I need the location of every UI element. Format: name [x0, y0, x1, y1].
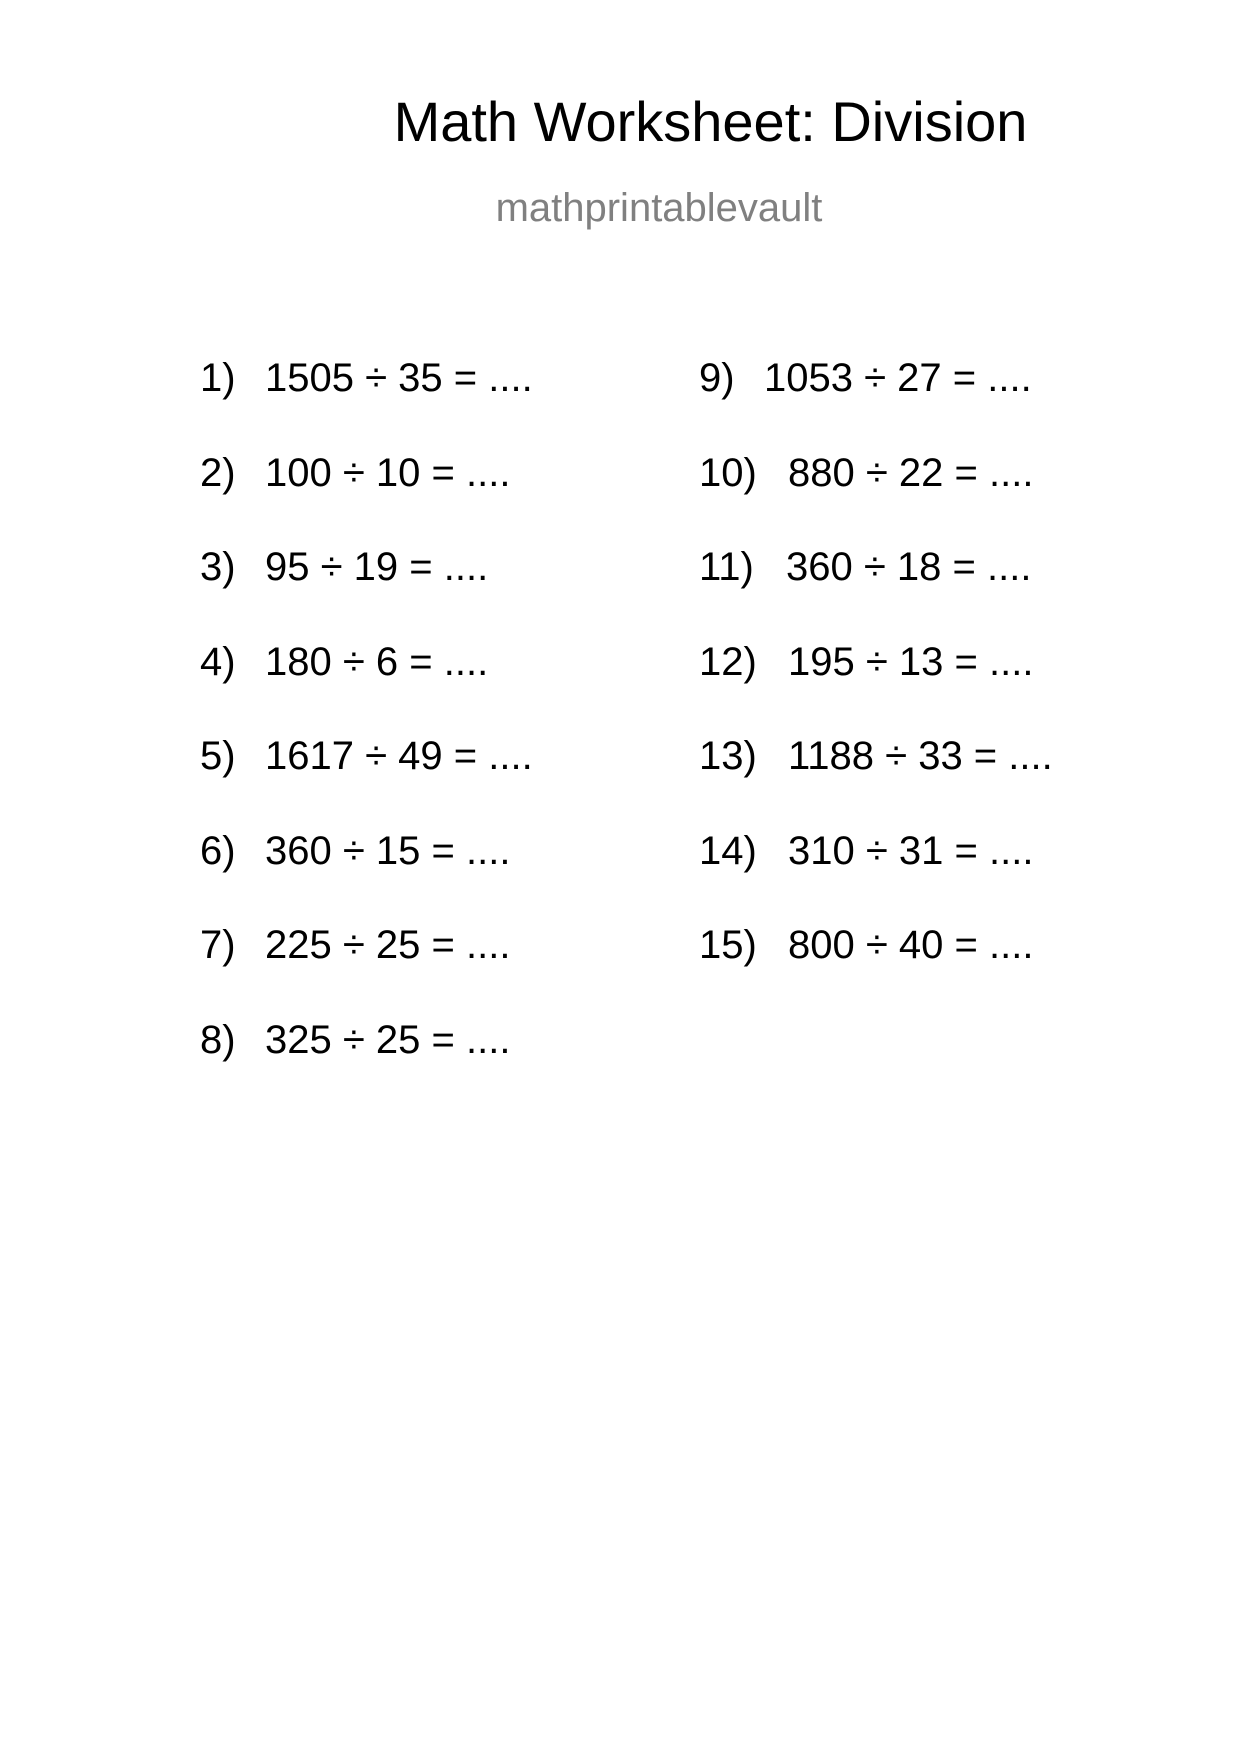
- problem-4: [200, 642, 488, 682]
- problem-expression: 360 ÷ 18 = ....: [786, 545, 1032, 589]
- problem-number: 12): [699, 640, 757, 684]
- problem-number: 4): [200, 640, 236, 684]
- problem-7: [200, 925, 510, 965]
- problem-15: [699, 925, 1033, 965]
- problem-expression: 100 ÷ 10 = ....: [265, 451, 511, 495]
- problem-expression: 1505 ÷ 35 = ....: [265, 356, 533, 400]
- problem-number: 9): [699, 356, 735, 400]
- problem-number: 3): [200, 545, 236, 589]
- problem-expression: 195 ÷ 13 = ....: [788, 640, 1034, 684]
- problem-expression: 880 ÷ 22 = ....: [788, 451, 1034, 495]
- problem-1: [200, 358, 533, 398]
- problem-number: 5): [200, 734, 236, 778]
- problem-number: 15): [699, 923, 757, 967]
- problem-9: [699, 358, 1032, 398]
- problem-expression: 800 ÷ 40 = ....: [788, 923, 1034, 967]
- problem-number: 14): [699, 829, 757, 873]
- problem-expression: 310 ÷ 31 = ....: [788, 829, 1034, 873]
- problem-number: 11): [699, 545, 754, 589]
- problem-expression: 360 ÷ 15 = ....: [265, 829, 511, 873]
- problem-14: [699, 831, 1033, 871]
- problem-expression: 1188 ÷ 33 = ....: [788, 734, 1053, 778]
- problem-expression: 225 ÷ 25 = ....: [265, 923, 511, 967]
- problem-5: [200, 736, 533, 776]
- problem-expression: 1053 ÷ 27 = ....: [764, 356, 1032, 400]
- problem-2: [200, 453, 510, 493]
- problem-3: [200, 547, 488, 587]
- problem-12: [699, 642, 1033, 682]
- problem-11: [699, 547, 1031, 587]
- problem-8: [200, 1020, 510, 1060]
- problem-10: [699, 453, 1033, 493]
- worksheet-title: Math Worksheet: Division: [393, 90, 1028, 153]
- problem-6: [200, 831, 510, 871]
- problem-13: [699, 736, 1053, 776]
- problem-number: 13): [699, 734, 757, 778]
- problem-number: 10): [699, 451, 757, 495]
- problem-number: 8): [200, 1018, 236, 1062]
- problem-number: 7): [200, 923, 236, 967]
- problem-expression: 1617 ÷ 49 = ....: [265, 734, 533, 778]
- problem-expression: 180 ÷ 6 = ....: [265, 640, 489, 684]
- problem-number: 6): [200, 829, 236, 873]
- worksheet-subtitle: mathprintablevault: [495, 186, 823, 230]
- problem-number: 1): [200, 356, 236, 400]
- problem-expression: 95 ÷ 19 = ....: [265, 545, 489, 589]
- problem-number: 2): [200, 451, 236, 495]
- problem-expression: 325 ÷ 25 = ....: [265, 1018, 511, 1062]
